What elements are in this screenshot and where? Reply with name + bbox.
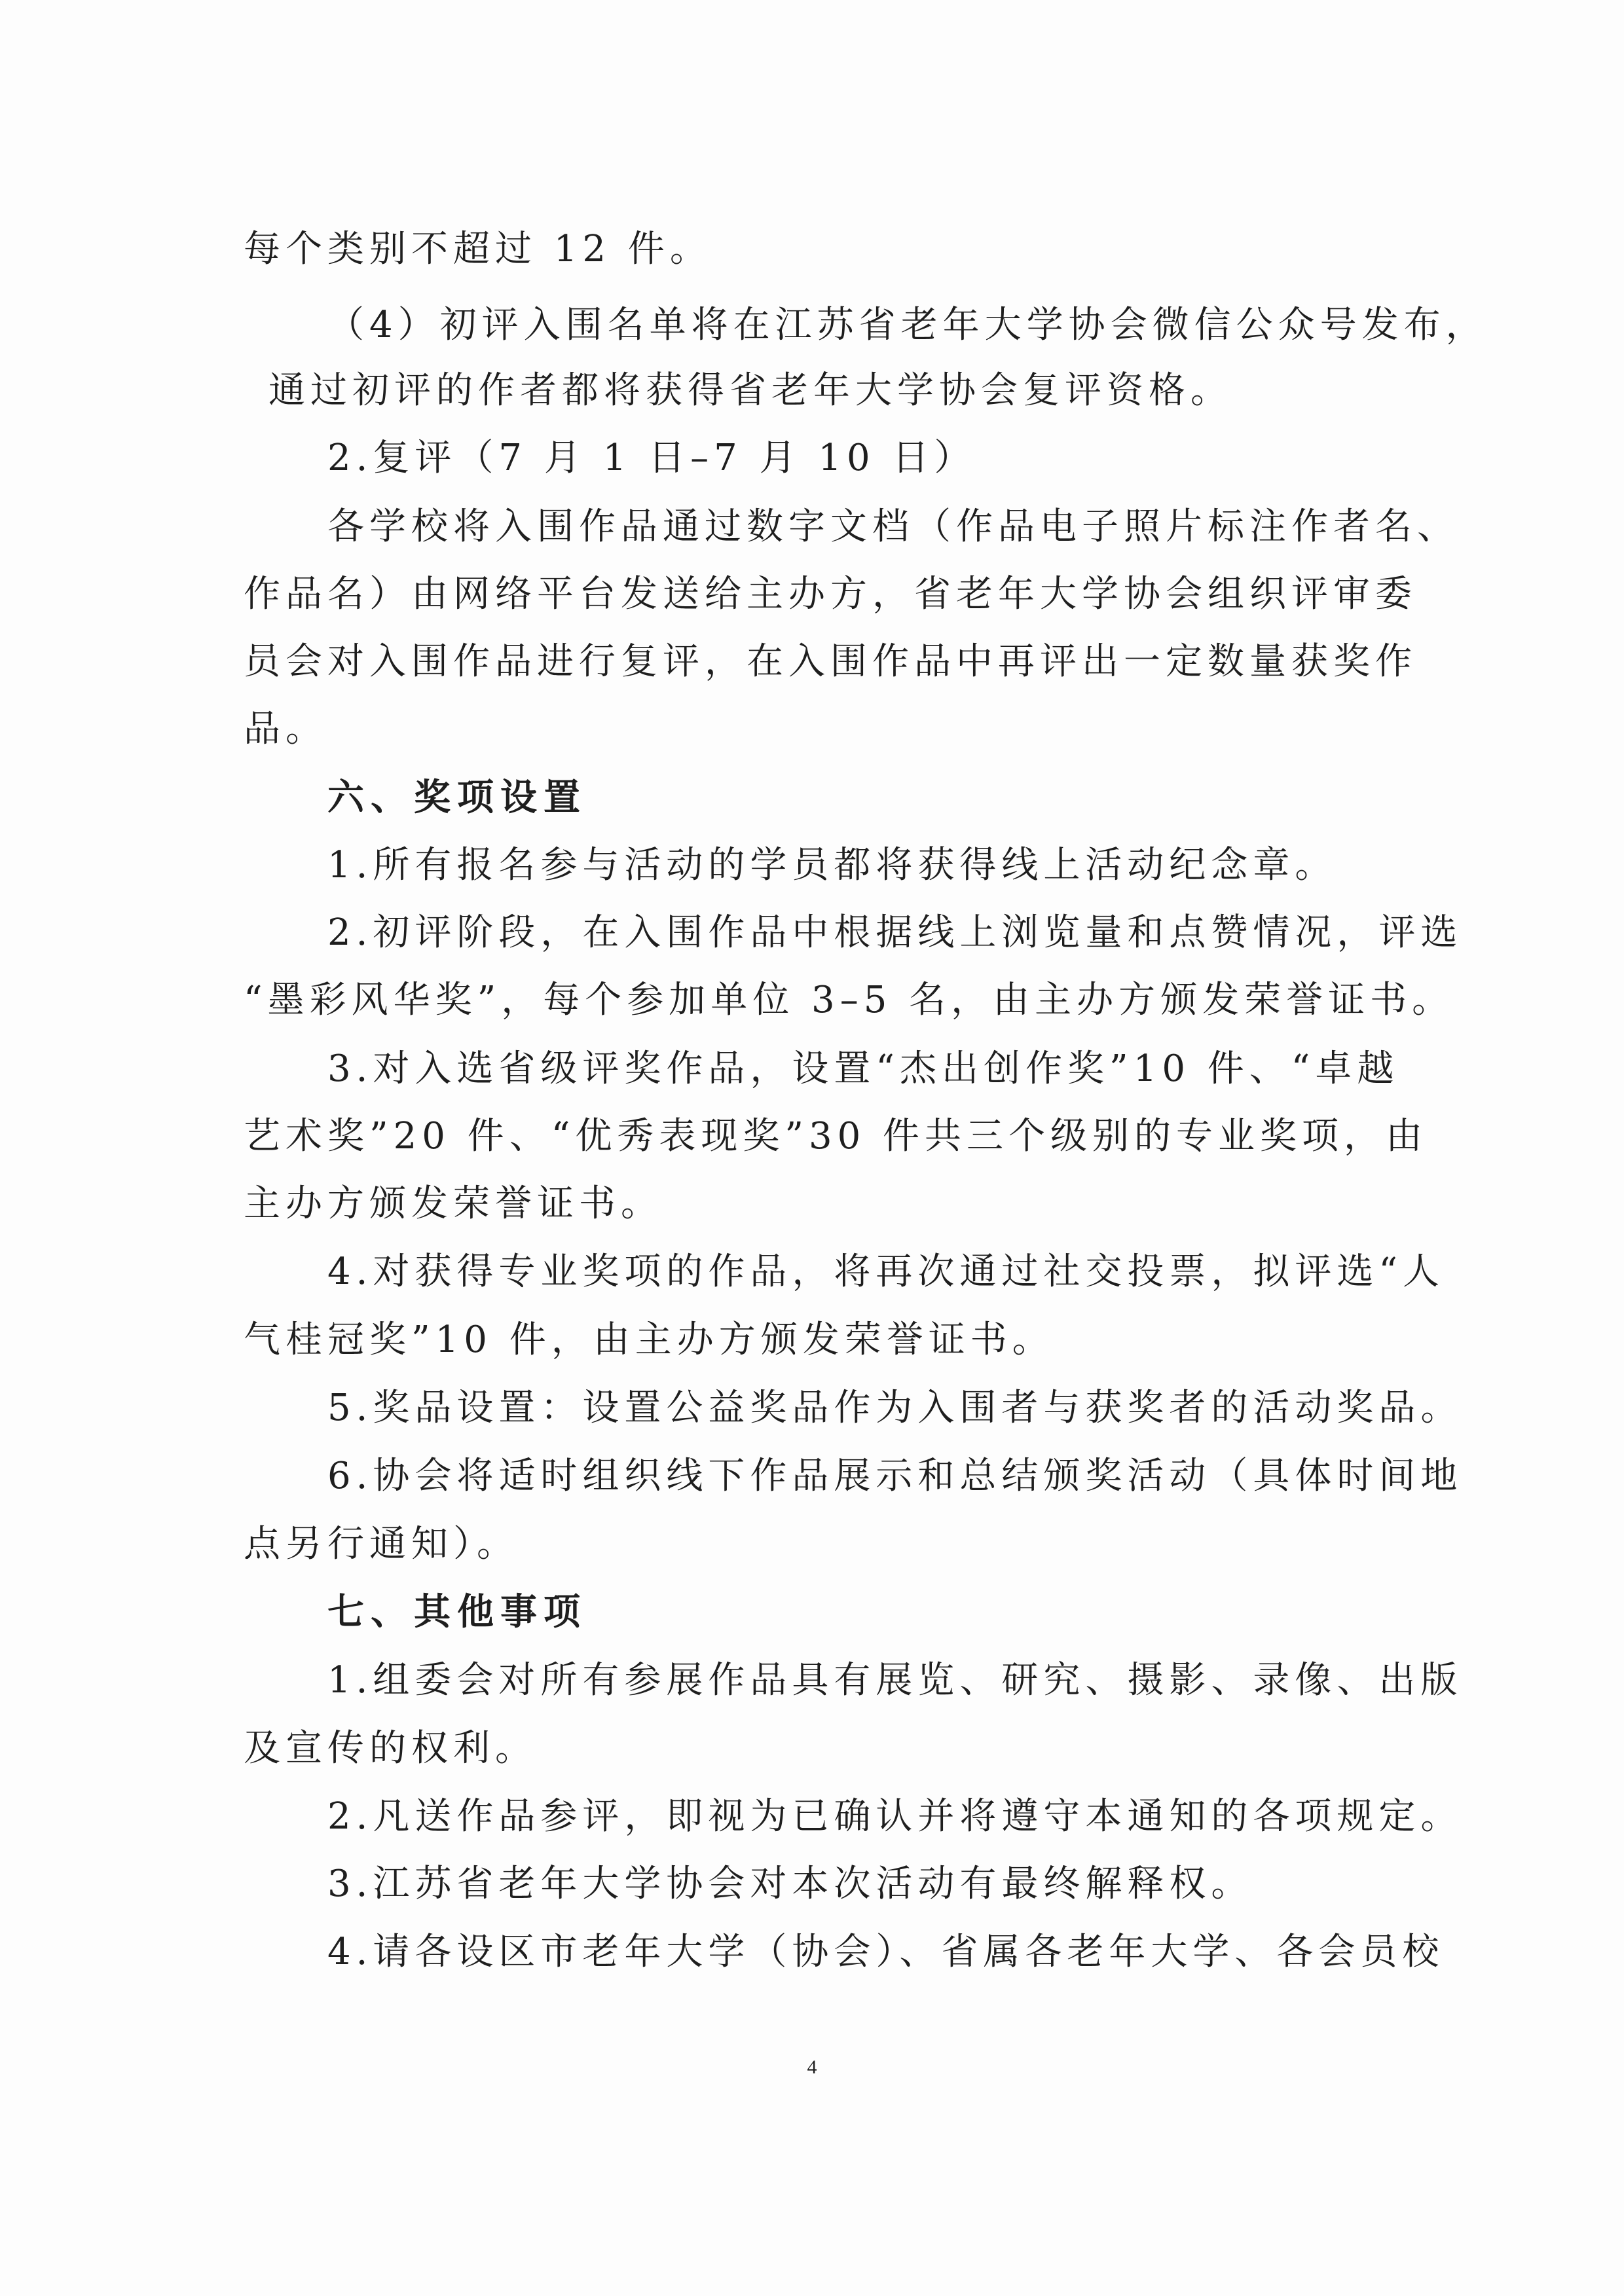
text-line-20: 点另行通知）。 [244, 1523, 519, 1565]
text-line-19: 6.协会将适时组织线下作品展示和总结颁奖活动（具体时间地 [327, 1455, 1463, 1497]
page-number: 4 [807, 2056, 817, 2078]
text-line-8: 品。 [244, 708, 327, 750]
text-line-10: 1.所有报名参与活动的学员都将获得线上活动纪念章。 [327, 844, 1337, 886]
section-heading-other-matters: 七、其他事项 [327, 1590, 587, 1633]
text-line-23: 及宣传的权利。 [244, 1727, 537, 1770]
text-line-26: 4.请各设区市老年大学（协会）、省属各老年大学、各会员校 [327, 1931, 1445, 1973]
text-line-24: 2.凡送作品参评，即视为已确认并将遵守本通知的各项规定。 [327, 1795, 1463, 1838]
text-line-17: 气桂冠奖”10 件，由主办方颁发荣誉证书。 [244, 1319, 1054, 1361]
text-line-4: 2.复评（7 月 1 日–7 月 10 日） [327, 437, 976, 479]
text-line-1: 每个类别不超过 12 件。 [244, 228, 712, 270]
text-line-16: 4.对获得专业奖项的作品，将再次通过社交投票，拟评选“人 [327, 1250, 1445, 1293]
section-heading-awards: 六、奖项设置 [327, 776, 587, 819]
text-line-15: 主办方颁发荣誉证书。 [244, 1182, 663, 1225]
text-line-3: 通过初评的作者都将获得省老年大学协会复评资格。 [268, 369, 1232, 412]
text-line-22: 1.组委会对所有参展作品具有展览、研究、摄影、录像、出版 [327, 1659, 1463, 1702]
text-line-14: 艺术奖”20 件、“优秀表现奖”30 件共三个级别的专业奖项，由 [244, 1115, 1428, 1157]
text-line-5: 各学校将入围作品通过数字文档（作品电子照片标注作者名、 [327, 505, 1459, 548]
text-line-7: 员会对入围作品进行复评，在入围作品中再评出一定数量获奖作 [244, 640, 1417, 683]
text-line-13: 3.对入选省级评奖作品，设置“杰出创作奖”10 件、“卓越 [327, 1048, 1399, 1090]
text-line-25: 3.江苏省老年大学协会对本次活动有最终解释权。 [327, 1863, 1253, 1905]
text-line-2: （4）初评入围名单将在江苏省老年大学协会微信公众号发布， [327, 304, 1488, 346]
text-line-18: 5.奖品设置：设置公益奖品作为入围者与获奖者的活动奖品。 [327, 1387, 1463, 1429]
text-line-11: 2.初评阶段，在入围作品中根据线上浏览量和点赞情况，评选 [327, 911, 1463, 954]
text-line-12: “墨彩风华奖”，每个参加单位 3–5 名，由主办方颁发荣誉证书。 [244, 979, 1454, 1021]
text-line-6: 作品名）由网络平台发送给主办方，省老年大学协会组织评审委 [244, 573, 1417, 615]
